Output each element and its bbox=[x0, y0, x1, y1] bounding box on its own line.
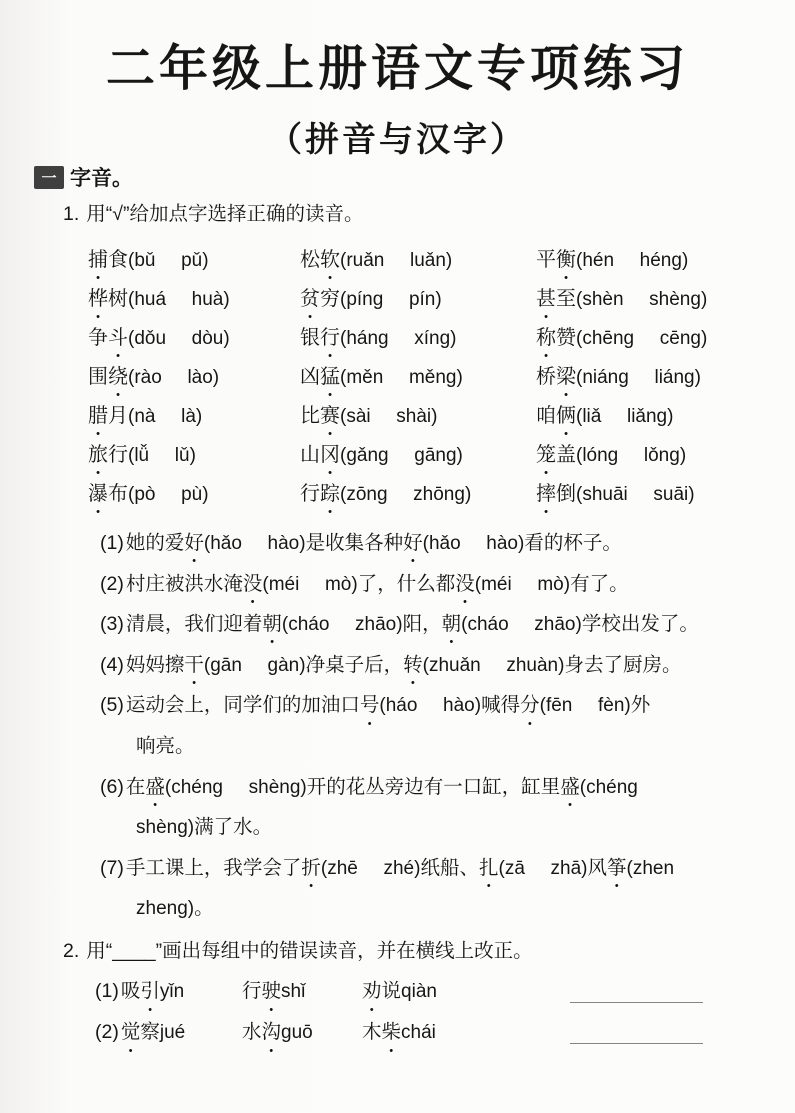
pinyin-option: huá bbox=[134, 289, 167, 310]
word-chars bbox=[536, 405, 576, 427]
pinyin-options: (shèn shèng) bbox=[576, 289, 708, 310]
dotted-char: 盛 bbox=[560, 775, 580, 798]
pinyin-option: gāng bbox=[414, 445, 457, 466]
sentence-text: 纸船、 bbox=[420, 856, 479, 879]
pinyin-options: (hǎo hào) bbox=[203, 533, 306, 554]
word-item bbox=[88, 436, 300, 475]
han-char: 围 bbox=[88, 366, 108, 388]
han-char: 行 bbox=[108, 444, 128, 466]
word-item bbox=[95, 971, 242, 1012]
dotted-char: 好 bbox=[184, 532, 204, 554]
han-char: 察 bbox=[140, 1021, 160, 1043]
han-char: 吸 bbox=[120, 980, 141, 1002]
han-char: 争 bbox=[88, 327, 108, 349]
pinyin-option: lǔ bbox=[174, 445, 190, 466]
pinyin-option: ruǎn bbox=[346, 250, 385, 271]
pinyin-option: zhē bbox=[327, 857, 358, 879]
han-char: 布 bbox=[108, 483, 128, 505]
han-char: 食 bbox=[108, 249, 128, 271]
word-chars bbox=[536, 366, 576, 388]
pinyin-option: hào bbox=[486, 533, 518, 554]
pinyin-options: (hǎo hào) bbox=[422, 533, 525, 554]
pinyin-options: (liǎ liǎng) bbox=[576, 406, 674, 427]
pinyin-option: háo bbox=[385, 695, 418, 717]
dotted-char: 称 bbox=[536, 327, 556, 349]
dotted-char: 朝 bbox=[262, 613, 282, 636]
sentence-number: (5) bbox=[100, 694, 124, 717]
sentence-line bbox=[100, 726, 795, 767]
sentence-text: 阳， bbox=[402, 613, 442, 636]
pinyin-options: (háng xíng) bbox=[340, 328, 457, 349]
pinyin-option: xíng bbox=[414, 328, 451, 349]
pinyin-option: bǔ bbox=[134, 250, 156, 271]
pinyin-options: (gǎng gāng) bbox=[340, 445, 463, 466]
pinyin-options: (bǔ pǔ) bbox=[128, 250, 209, 271]
pinyin-options: (zā zhā) bbox=[498, 857, 588, 879]
pinyin-options: (zōng zhōng) bbox=[340, 484, 472, 505]
answer-blank bbox=[570, 971, 703, 1003]
dotted-char: 筝 bbox=[607, 856, 627, 879]
sentence-number: (2) bbox=[100, 572, 124, 595]
sentence-line bbox=[100, 685, 795, 726]
pinyin-options: (zhuǎn zhuàn) bbox=[422, 654, 565, 676]
word-chars bbox=[300, 366, 340, 388]
section-label: 字音。 bbox=[70, 167, 133, 190]
han-char: 至 bbox=[556, 288, 576, 310]
pinyin-option: zhōng bbox=[413, 484, 465, 505]
pinyin-option: nà bbox=[134, 406, 156, 427]
correction-row bbox=[95, 1012, 795, 1053]
pinyin-option: liǎng bbox=[626, 406, 668, 427]
word-item bbox=[536, 397, 793, 436]
pinyin-option: shèng bbox=[248, 776, 301, 798]
pinyin-option: cēng bbox=[659, 328, 701, 349]
pinyin-option: suāi bbox=[653, 484, 689, 505]
word-chars bbox=[242, 980, 281, 1002]
pinyin-option: dǒu bbox=[134, 328, 167, 349]
pinyin-options: zheng) bbox=[136, 898, 195, 920]
word-item bbox=[536, 475, 793, 514]
pinyin-options: chái bbox=[401, 1022, 436, 1043]
word-chars bbox=[300, 405, 340, 427]
dotted-char: 猛 bbox=[320, 366, 340, 388]
question-2-prompt bbox=[63, 935, 533, 963]
word-chars bbox=[88, 405, 128, 427]
sentence-line bbox=[100, 523, 795, 564]
page-subtitle: （拼音与汉字） bbox=[268, 121, 527, 159]
sentence-list bbox=[100, 523, 795, 929]
pinyin-options: (cháo zhāo) bbox=[281, 614, 403, 636]
word-chars bbox=[300, 288, 340, 310]
han-char: 盖 bbox=[556, 444, 576, 466]
pinyin-option: pǔ bbox=[181, 250, 203, 271]
sentence-line bbox=[100, 645, 795, 686]
word-chars bbox=[536, 249, 576, 271]
sentence-text: 了，什么都 bbox=[357, 572, 456, 595]
word-item bbox=[300, 319, 536, 358]
sentence-text: 。 bbox=[194, 897, 214, 920]
word-item bbox=[300, 475, 536, 514]
pinyin-options: (lǚ lǔ) bbox=[128, 445, 196, 466]
word-item bbox=[300, 436, 536, 475]
pinyin-options: guō bbox=[281, 1022, 313, 1043]
han-char: 比 bbox=[300, 405, 320, 427]
dotted-char: 柴 bbox=[381, 1021, 402, 1043]
word-item bbox=[536, 241, 793, 280]
pinyin-option: měng bbox=[408, 367, 457, 388]
pinyin-options: (méi mò) bbox=[474, 573, 571, 595]
sentence-text: 学校出发了。 bbox=[581, 613, 699, 636]
word-chars bbox=[121, 1021, 160, 1043]
word-chars bbox=[536, 288, 576, 310]
pinyin-options: (cháo zhāo) bbox=[461, 614, 582, 636]
dotted-char: 瀑 bbox=[88, 483, 108, 505]
pinyin-option: lǒng bbox=[643, 445, 680, 466]
dotted-char: 觉 bbox=[120, 1021, 141, 1043]
sentence-text: 风 bbox=[587, 856, 608, 879]
han-char: 水 bbox=[242, 1021, 262, 1043]
dotted-char: 桦 bbox=[88, 288, 108, 310]
sentence-text: 身去了厨房。 bbox=[564, 653, 682, 676]
pinyin-option: zhā bbox=[550, 857, 582, 879]
dotted-char: 绕 bbox=[108, 366, 128, 388]
sentence-text: 看的杯子。 bbox=[524, 532, 622, 554]
sentence-text: 净桌子后， bbox=[305, 653, 404, 676]
pinyin-options: (lóng lǒng) bbox=[576, 445, 687, 466]
pinyin-options: (píng pín) bbox=[340, 289, 442, 310]
word-item bbox=[300, 397, 536, 436]
dotted-char: 笼 bbox=[536, 444, 556, 466]
dotted-char: 行 bbox=[320, 327, 340, 349]
pinyin-option: lǚ bbox=[134, 445, 150, 466]
pinyin-options: yǐn bbox=[159, 981, 185, 1002]
section-header bbox=[34, 162, 133, 192]
pinyin-options: (dǒu dòu) bbox=[128, 328, 230, 349]
pinyin-option: zōng bbox=[346, 484, 388, 505]
word-choice-grid bbox=[88, 241, 793, 514]
pinyin-options: shǐ bbox=[281, 981, 306, 1002]
word-item bbox=[362, 1012, 570, 1053]
pinyin-option: zhuàn bbox=[506, 654, 559, 676]
pinyin-option: niáng bbox=[582, 367, 629, 388]
pinyin-option: hǎo bbox=[210, 533, 242, 554]
word-item bbox=[242, 1012, 362, 1053]
pinyin-option: hǎo bbox=[428, 533, 461, 554]
question-number: 1. bbox=[63, 203, 80, 225]
pinyin-option: píng bbox=[346, 289, 384, 310]
dotted-char: 好 bbox=[403, 532, 423, 554]
question-text: 用“____”画出每组中的错误读音，并在横线上改正。 bbox=[86, 940, 533, 962]
sentence-text: 开的花丛旁边有一口缸，缸里 bbox=[306, 775, 561, 798]
pinyin-option: fèn bbox=[598, 695, 625, 717]
pinyin-option: shèn bbox=[582, 289, 624, 310]
sentence-text: 她的爱 bbox=[125, 532, 185, 554]
sentence-text: 村庄被洪水淹 bbox=[125, 572, 243, 595]
pinyin-option: pín bbox=[408, 289, 436, 310]
pinyin-options: (zhen bbox=[626, 857, 675, 879]
word-item bbox=[300, 280, 536, 319]
sentence-text: 响亮。 bbox=[136, 734, 195, 757]
sentence-number: (1) bbox=[100, 532, 124, 554]
han-char: 木 bbox=[362, 1021, 382, 1043]
word-item bbox=[536, 280, 793, 319]
pinyin-option: zhé bbox=[383, 857, 415, 879]
pinyin-option: zhāo bbox=[355, 614, 397, 636]
sentence-line bbox=[100, 604, 795, 645]
pinyin-options: (fēn fèn) bbox=[539, 695, 631, 717]
pinyin-options: (nà là) bbox=[128, 406, 203, 427]
pinyin-options: (hén héng) bbox=[576, 250, 689, 271]
dotted-char: 腊 bbox=[88, 405, 108, 427]
pinyin-option: chēng bbox=[582, 328, 635, 349]
sentence-text: 清晨，我们迎着 bbox=[125, 613, 263, 636]
dotted-char: 干 bbox=[184, 653, 204, 676]
pinyin-option: gǎng bbox=[346, 445, 389, 466]
dotted-char: 俩 bbox=[556, 405, 576, 427]
question-1-prompt bbox=[63, 198, 363, 226]
sentence-text: 有了。 bbox=[570, 572, 629, 595]
han-char: 平 bbox=[536, 249, 556, 271]
pinyin-option: pù bbox=[181, 484, 203, 505]
sentence-line bbox=[100, 888, 795, 929]
pinyin-options: (shuāi suāi) bbox=[576, 484, 695, 505]
word-chars bbox=[88, 366, 128, 388]
han-char: 赞 bbox=[556, 327, 576, 349]
word-item bbox=[362, 971, 570, 1012]
han-char: 松 bbox=[300, 249, 320, 271]
pinyin-options: shèng) bbox=[136, 817, 195, 839]
question-number: 2. bbox=[63, 940, 80, 962]
dotted-char: 分 bbox=[520, 694, 540, 717]
pinyin-option: zhuǎn bbox=[428, 654, 481, 676]
pinyin-option: hén bbox=[582, 250, 615, 271]
pinyin-options: (měn měng) bbox=[340, 367, 463, 388]
pinyin-options: (pò pù) bbox=[128, 484, 209, 505]
dotted-char: 号 bbox=[359, 694, 380, 717]
sentence-line bbox=[100, 767, 795, 808]
sentence-number: (6) bbox=[100, 775, 124, 798]
sentence-text: 运动会上，同学们的加油口 bbox=[125, 694, 360, 717]
pinyin-option: cháo bbox=[288, 614, 330, 636]
pinyin-option: luǎn bbox=[410, 250, 446, 271]
dotted-char: 摔 bbox=[536, 483, 556, 505]
dotted-char: 衡 bbox=[556, 249, 576, 271]
pinyin-options: (ruǎn luǎn) bbox=[340, 250, 453, 271]
han-char: 倒 bbox=[556, 483, 576, 505]
word-chars bbox=[536, 327, 576, 349]
pinyin-options: (chéng bbox=[579, 776, 638, 798]
item-number: (2) bbox=[95, 1021, 119, 1043]
pinyin-options: (zhē zhé) bbox=[320, 857, 421, 879]
answer-blank bbox=[570, 1012, 703, 1044]
dotted-char: 赛 bbox=[320, 405, 340, 427]
pinyin-options: (rào lào) bbox=[128, 367, 220, 388]
dotted-char: 梁 bbox=[556, 366, 576, 388]
dotted-char: 冈 bbox=[320, 444, 340, 466]
sentence-number: (3) bbox=[100, 613, 124, 636]
sentence-text: 喊得 bbox=[481, 694, 521, 717]
sentence-number: (4) bbox=[100, 653, 124, 676]
dotted-char: 没 bbox=[242, 572, 263, 595]
sentence-line bbox=[100, 848, 795, 889]
pinyin-option: lóng bbox=[582, 445, 619, 466]
page-title: 二年级上册语文专项练习 bbox=[105, 42, 689, 96]
pinyin-option: měn bbox=[346, 367, 384, 388]
sentence-text: 满了水。 bbox=[194, 816, 273, 839]
word-chars bbox=[536, 483, 576, 505]
pinyin-option: cháo bbox=[467, 614, 509, 636]
han-char: 凶 bbox=[300, 366, 320, 388]
han-char: 山 bbox=[300, 444, 320, 466]
word-item bbox=[242, 971, 362, 1012]
pinyin-option: méi bbox=[268, 573, 300, 595]
pinyin-option: shài bbox=[396, 406, 432, 427]
pinyin-options: (chéng shèng) bbox=[164, 776, 307, 798]
pinyin-options: (chēng cēng) bbox=[576, 328, 708, 349]
word-chars bbox=[88, 288, 128, 310]
sentence-text: 妈妈擦 bbox=[125, 653, 185, 676]
pinyin-option: mò bbox=[537, 573, 564, 595]
han-char: 桥 bbox=[536, 366, 556, 388]
han-char: 穷 bbox=[320, 288, 340, 310]
dotted-char: 旅 bbox=[88, 444, 108, 466]
dotted-char: 转 bbox=[403, 653, 423, 676]
word-item bbox=[536, 319, 793, 358]
pinyin-option: là bbox=[181, 406, 196, 427]
pinyin-options: jué bbox=[159, 1022, 186, 1043]
dotted-char: 斗 bbox=[108, 327, 128, 349]
han-char: 说 bbox=[381, 980, 402, 1002]
correction-rows bbox=[95, 971, 795, 1053]
word-item bbox=[300, 241, 536, 280]
sentence-text: 外 bbox=[630, 694, 651, 717]
dotted-char: 驶 bbox=[261, 980, 282, 1002]
han-char: 行 bbox=[242, 980, 262, 1002]
pinyin-option: gān bbox=[210, 654, 242, 676]
pinyin-options: (háo hào) bbox=[379, 695, 482, 717]
pinyin-option: huà bbox=[191, 289, 224, 310]
dotted-char: 盛 bbox=[145, 775, 165, 798]
sentence-text: 在 bbox=[125, 775, 146, 798]
word-chars bbox=[88, 327, 128, 349]
word-item bbox=[536, 436, 793, 475]
item-number: (1) bbox=[95, 980, 119, 1002]
pinyin-option: hào bbox=[443, 695, 475, 717]
pinyin-option: rào bbox=[134, 367, 162, 388]
word-chars bbox=[300, 327, 340, 349]
dotted-char: 软 bbox=[320, 249, 340, 271]
word-chars bbox=[242, 1021, 281, 1043]
pinyin-option: pò bbox=[134, 484, 156, 505]
word-chars bbox=[362, 980, 401, 1002]
dotted-char: 扎 bbox=[478, 856, 499, 879]
pinyin-option: méi bbox=[481, 573, 512, 595]
pinyin-option: zā bbox=[504, 857, 525, 879]
dotted-char: 甚 bbox=[536, 288, 556, 310]
pinyin-options: qiàn bbox=[401, 981, 437, 1002]
sentence-text: 是收集各种 bbox=[305, 532, 404, 554]
word-chars bbox=[121, 980, 160, 1002]
word-chars bbox=[88, 444, 128, 466]
pinyin-option: liǎ bbox=[582, 406, 602, 427]
pinyin-option: dòu bbox=[191, 328, 224, 349]
dotted-char: 沟 bbox=[261, 1021, 282, 1043]
pinyin-option: hào bbox=[267, 533, 300, 554]
han-char: 银 bbox=[300, 327, 320, 349]
sentence-line bbox=[100, 807, 795, 848]
dotted-char: 劝 bbox=[362, 980, 382, 1002]
word-item bbox=[300, 358, 536, 397]
word-item bbox=[536, 358, 793, 397]
pinyin-options: (niáng liáng) bbox=[576, 367, 701, 388]
dotted-char: 朝 bbox=[441, 613, 462, 636]
sentence-text: 手工课上，我学会了 bbox=[125, 856, 302, 879]
section-number-badge: 一 bbox=[34, 166, 64, 189]
pinyin-option: lào bbox=[187, 367, 213, 388]
word-item bbox=[88, 397, 300, 436]
word-chars bbox=[88, 483, 128, 505]
word-chars bbox=[300, 483, 340, 505]
dotted-char: 没 bbox=[455, 572, 475, 595]
pinyin-options: (méi mò) bbox=[262, 573, 358, 595]
correction-row bbox=[95, 971, 795, 1012]
word-item bbox=[88, 280, 300, 319]
pinyin-option: héng bbox=[639, 250, 682, 271]
word-chars bbox=[536, 444, 576, 466]
pinyin-option: gàn bbox=[267, 654, 300, 676]
pinyin-option: mò bbox=[324, 573, 352, 595]
dotted-char: 踪 bbox=[320, 483, 340, 505]
word-chars bbox=[362, 1021, 401, 1043]
word-item bbox=[95, 1012, 242, 1053]
sentence-line bbox=[100, 564, 795, 605]
han-char: 月 bbox=[108, 405, 128, 427]
pinyin-option: zhāo bbox=[534, 614, 576, 636]
word-item bbox=[88, 358, 300, 397]
pinyin-option: háng bbox=[346, 328, 389, 349]
pinyin-options: (gān gàn) bbox=[203, 654, 306, 676]
word-chars bbox=[300, 249, 340, 271]
sentence-number: (7) bbox=[100, 856, 124, 879]
dotted-char: 折 bbox=[301, 856, 321, 879]
dotted-char: 捕 bbox=[88, 249, 108, 271]
pinyin-option: chéng bbox=[171, 776, 223, 798]
han-char: 行 bbox=[300, 483, 320, 505]
han-char: 树 bbox=[108, 288, 128, 310]
word-item bbox=[88, 241, 300, 280]
pinyin-options: (huá huà) bbox=[128, 289, 230, 310]
pinyin-option: liáng bbox=[654, 367, 695, 388]
pinyin-option: sài bbox=[346, 406, 371, 427]
word-item bbox=[88, 319, 300, 358]
dotted-char: 引 bbox=[140, 980, 160, 1002]
question-text: 用“√”给加点字选择正确的读音。 bbox=[86, 203, 364, 225]
dotted-char: 贫 bbox=[300, 288, 320, 310]
han-char: 咱 bbox=[536, 405, 556, 427]
pinyin-option: shuāi bbox=[582, 484, 628, 505]
word-chars bbox=[300, 444, 340, 466]
word-item bbox=[88, 475, 300, 514]
pinyin-option: fēn bbox=[545, 695, 573, 717]
pinyin-option: shèng bbox=[649, 289, 701, 310]
word-chars bbox=[88, 249, 128, 271]
pinyin-options: (sài shài) bbox=[340, 406, 438, 427]
